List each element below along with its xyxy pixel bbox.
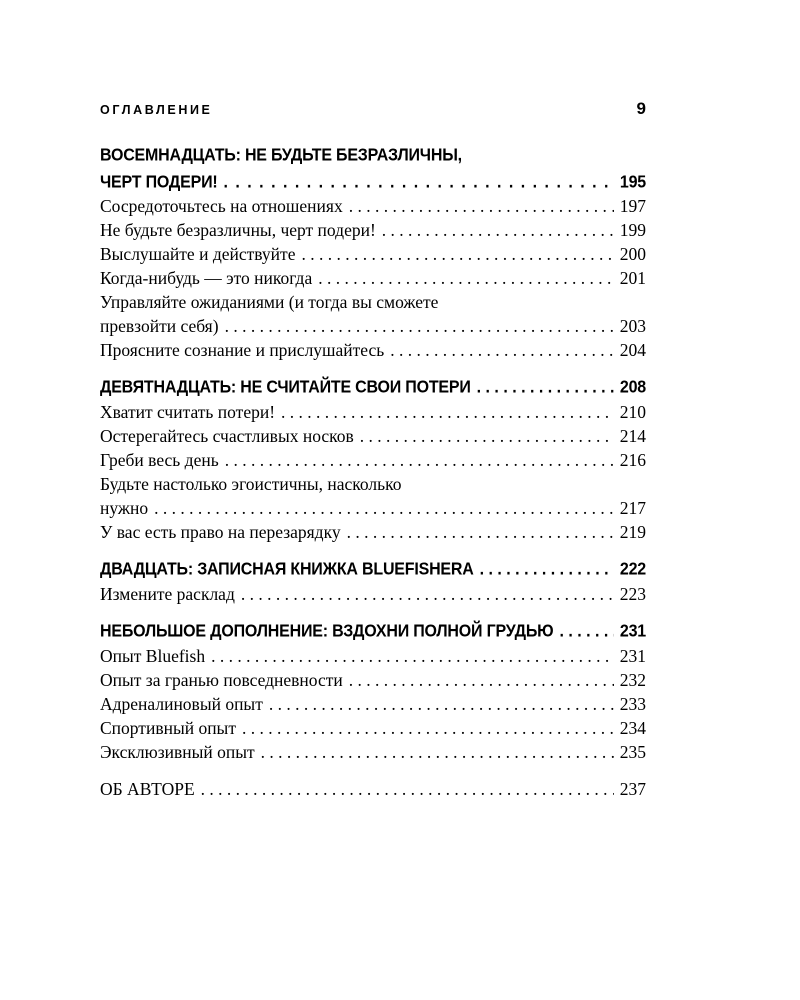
dot-leader: [261, 740, 614, 764]
entry-page-number: 231: [619, 646, 646, 666]
dot-leader: [269, 692, 614, 716]
dot-leader: [477, 374, 614, 401]
entry-title: Когда-нибудь — это никогда: [100, 268, 313, 288]
entry-page-number: 219: [619, 522, 646, 542]
entry-title: Сосредоточьтесь на отношениях: [100, 196, 343, 216]
toc-entry[interactable]: [100, 338, 646, 362]
running-head-title: ОГЛАВЛЕНИЕ: [100, 103, 213, 117]
entry-page-number: 203: [619, 316, 646, 336]
section-page-number: 195: [619, 173, 646, 192]
toc-section-eighteen: [100, 144, 646, 362]
dot-leader: [559, 618, 613, 645]
toc-entry[interactable]: [100, 194, 646, 218]
dot-leader: [242, 716, 614, 740]
toc-entry[interactable]: [100, 740, 646, 764]
section-heading[interactable]: [100, 618, 646, 645]
entry-title: Опыт Bluefish: [100, 646, 206, 666]
dot-leader: [301, 242, 613, 266]
entry-page-number: 197: [619, 196, 646, 216]
section-heading-title: ДЕВЯТНАДЦАТЬ: НЕ СЧИТАЙТЕ СВОИ ПОТЕРИ: [100, 378, 471, 397]
dot-leader: [241, 582, 614, 606]
entry-page-number: 200: [619, 244, 646, 264]
dot-leader: [201, 777, 614, 801]
section-heading-line2: ЧЕРТ ПОДЕРИ!: [100, 173, 218, 192]
entry-title-line2: нужно: [100, 498, 149, 518]
entry-title: ОБ АВТОРЕ: [100, 779, 195, 799]
entry-title: Эксклюзивный опыт: [100, 742, 255, 762]
section-heading-title: НЕБОЛЬШОЕ ДОПОЛНЕНИЕ: ВЗДОХНИ ПОЛНОЙ ГРУДЬЮ: [100, 622, 554, 641]
entry-page-number: 233: [619, 694, 646, 714]
entry-title: Не будьте безразличны, черт подери!: [100, 220, 376, 240]
dot-leader: [360, 424, 614, 448]
entry-page-number: 235: [619, 742, 646, 762]
toc-entry[interactable]: [100, 582, 646, 606]
dot-leader: [347, 520, 614, 544]
dot-leader: [224, 169, 614, 196]
entry-page-number: 201: [619, 268, 646, 288]
page-number: 9: [636, 99, 646, 118]
dot-leader: [225, 314, 614, 338]
entry-page-number: 234: [619, 718, 646, 738]
entry-page-number: 210: [619, 402, 646, 422]
entry-title: Опыт за гранью повседневности: [100, 670, 343, 690]
entry-page-number: 237: [619, 779, 646, 799]
entry-title: Спортивный опыт: [100, 718, 236, 738]
entry-title: Хватит считать потери!: [100, 402, 276, 422]
entry-title: Остерегайтесь счастливых носков: [100, 426, 354, 446]
entry-title-line2: превзойти себя): [100, 316, 219, 336]
dot-leader: [382, 218, 614, 242]
toc-entry[interactable]: [100, 644, 646, 668]
dot-leader: [225, 448, 614, 472]
dot-leader: [349, 668, 614, 692]
section-heading[interactable]: [100, 374, 646, 401]
running-head: [100, 98, 646, 122]
dot-leader: [318, 266, 614, 290]
section-heading-line1: ВОСЕМНАДЦАТЬ: НЕ БУДЬТЕ БЕЗРАЗЛИЧНЫ,: [100, 146, 462, 165]
toc-entry[interactable]: [100, 716, 646, 740]
toc-entry[interactable]: [100, 400, 646, 424]
toc-entry-multiline[interactable]: [100, 472, 646, 520]
entry-page-number: 223: [619, 584, 646, 604]
entry-page-number: 204: [619, 340, 646, 360]
toc-entry[interactable]: [100, 424, 646, 448]
entry-page-number: 232: [619, 670, 646, 690]
toc-section-supplement: [100, 619, 646, 764]
entry-title: У вас есть право на перезарядку: [100, 522, 341, 542]
dot-leader: [281, 400, 614, 424]
dot-leader: [211, 644, 614, 668]
toc-entry[interactable]: [100, 668, 646, 692]
toc-entry[interactable]: [100, 266, 646, 290]
entry-page-number: 199: [619, 220, 646, 240]
toc-page: [100, 98, 646, 801]
section-heading[interactable]: [100, 142, 646, 196]
dot-leader: [480, 556, 614, 583]
toc-entry[interactable]: [100, 242, 646, 266]
entry-page-number: 214: [619, 426, 646, 446]
section-heading-title: ДВАДЦАТЬ: ЗАПИСНАЯ КНИЖКА BLUEFISHERA: [100, 560, 474, 579]
entry-page-number: 217: [619, 498, 646, 518]
section-page-number: 231: [619, 622, 646, 641]
dot-leader: [390, 338, 613, 362]
entry-title: Проясните сознание и прислушайтесь: [100, 340, 385, 360]
entry-title: Выслушайте и действуйте: [100, 244, 296, 264]
toc-entry-about-author[interactable]: [100, 777, 646, 801]
entry-title: Адреналиновый опыт: [100, 694, 263, 714]
section-page-number: 208: [619, 378, 646, 397]
toc-entry-multiline[interactable]: [100, 290, 646, 338]
entry-title: Греби весь день: [100, 450, 219, 470]
section-page-number: 222: [619, 560, 646, 579]
entry-title: Измените расклад: [100, 584, 235, 604]
dot-leader: [154, 496, 614, 520]
entry-title-line1: Будьте настолько эгоистичны, насколько: [100, 474, 402, 494]
dot-leader: [349, 194, 614, 218]
toc-entry[interactable]: [100, 218, 646, 242]
section-heading[interactable]: [100, 556, 646, 583]
toc-entry[interactable]: [100, 520, 646, 544]
entry-title-line1: Управляйте ожиданиями (и тогда вы сможете: [100, 292, 439, 312]
toc-entry[interactable]: [100, 692, 646, 716]
toc-section-twenty: [100, 557, 646, 606]
toc-section-nineteen: [100, 375, 646, 544]
toc-entry[interactable]: [100, 448, 646, 472]
entry-page-number: 216: [619, 450, 646, 470]
